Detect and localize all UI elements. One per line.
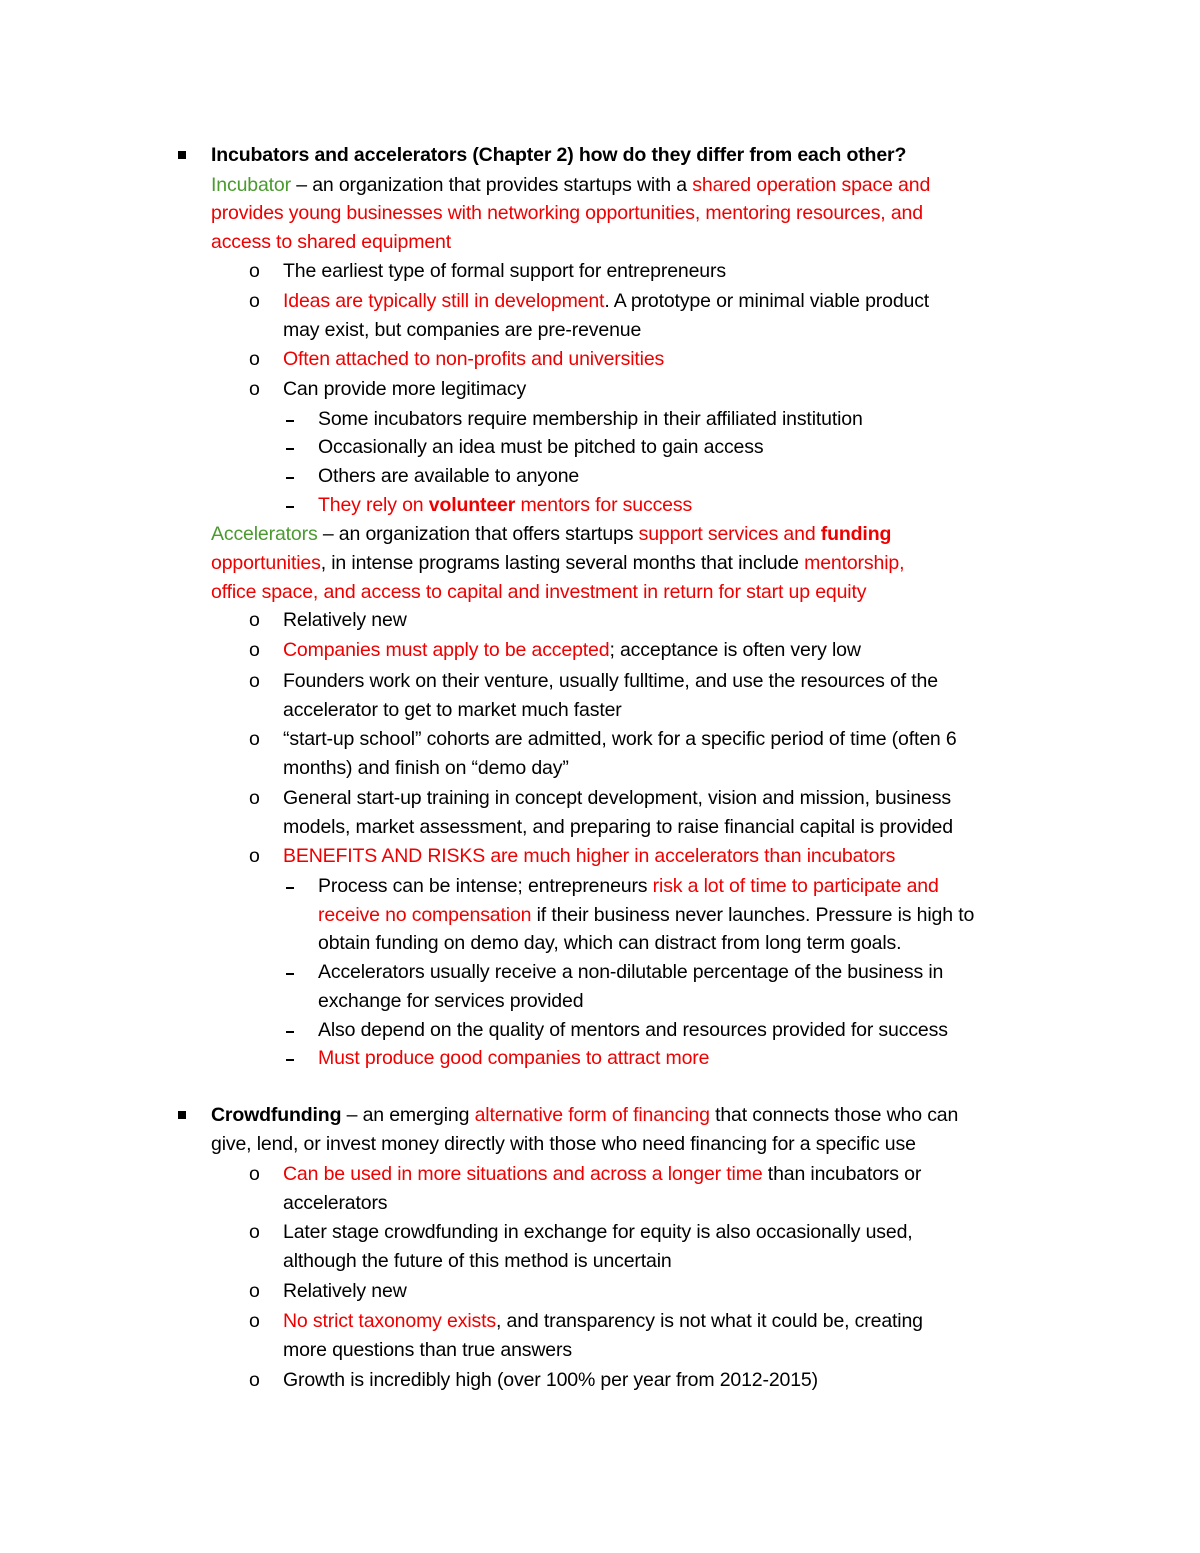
bullet-marker: o (249, 290, 260, 312)
crowdfunding-item-5: Growth is incredibly high (over 100% per year from 2012-2015) (283, 1369, 818, 1391)
accelerator-definition-line-3: office space, and access to capital and investment in return for start up equity (211, 581, 867, 603)
accelerator-subitem-1-cont: receive no compensation if their business never launches. Pressure is high to (318, 904, 975, 926)
dash-bullet-icon (286, 506, 294, 508)
incubator-subitem-2: Occasionally an idea must be pitched to gain access (318, 436, 764, 458)
accelerator-item-1: Relatively new (283, 609, 407, 631)
crowdfunding-item-2: Later stage crowdfunding in exchange for equity is also occasionally used, (283, 1221, 913, 1243)
bullet-marker: o (249, 845, 260, 867)
incubator-item-2: Ideas are typically still in development. A prototype or minimal viable product (283, 290, 930, 312)
incubator-item-3: Often attached to non-profits and universities (283, 348, 665, 370)
crowdfunding-item-1-cont: accelerators (283, 1192, 388, 1214)
accelerator-item-2: Companies must apply to be accepted; acceptance is often very low (283, 639, 861, 661)
incubator-definition-line-2: provides young businesses with networking opportunities, mentoring resources, and (211, 202, 923, 224)
crowdfunding-item-2-cont: although the future of this method is uncertain (283, 1250, 672, 1272)
dash-bullet-icon (286, 1059, 294, 1061)
accelerator-item-6: BENEFITS AND RISKS are much higher in accelerators than incubators (283, 845, 896, 867)
bullet-marker: o (249, 1221, 260, 1243)
incubator-subitem-3: Others are available to anyone (318, 465, 580, 487)
bullet-marker: o (249, 1310, 260, 1332)
accelerator-subitem-1-cont2: obtain funding on demo day, which can distract from long term goals. (318, 932, 902, 954)
dash-bullet-icon (286, 1031, 294, 1033)
incubator-item-1: The earliest type of formal support for entrepreneurs (283, 260, 726, 282)
dash-bullet-icon (286, 477, 294, 479)
accelerator-subitem-4: Must produce good companies to attract more (318, 1047, 710, 1069)
crowdfunding-item-4: No strict taxonomy exists, and transparency is not what it could be, creating (283, 1310, 923, 1332)
crowdfunding-item-4-cont: more questions than true answers (283, 1339, 572, 1361)
accelerator-subitem-2: Accelerators usually receive a non-dilutable percentage of the business in (318, 961, 944, 983)
bullet-marker: o (249, 1280, 260, 1302)
bullet-marker: o (249, 260, 260, 282)
square-bullet-icon (178, 1111, 186, 1119)
crowdfunding-definition-line-1: Crowdfunding – an emerging alternative form of financing that connects those who can (211, 1104, 959, 1126)
accelerator-subitem-1: Process can be intense; entrepreneurs risk a lot of time to participate and (318, 875, 939, 897)
accelerator-definition-line-1: Accelerators – an organization that offers startups support services and funding (211, 523, 892, 545)
accelerator-item-5-cont: models, market assessment, and preparing to raise financial capital is provided (283, 816, 953, 838)
incubator-definition-line-3: access to shared equipment (211, 231, 451, 253)
accelerator-item-5: General start-up training in concept development, vision and mission, business (283, 787, 951, 809)
incubator-term: Incubator (211, 174, 291, 196)
bullet-marker: o (249, 378, 260, 400)
incubator-item-4: Can provide more legitimacy (283, 378, 527, 400)
bullet-marker: o (249, 787, 260, 809)
bullet-marker: o (249, 639, 260, 661)
bullet-marker: o (249, 1369, 260, 1391)
crowdfunding-term: Crowdfunding (211, 1104, 342, 1126)
dash-bullet-icon (286, 887, 294, 889)
accelerator-item-4: “start-up school” cohorts are admitted, work for a specific period of time (often 6 (283, 728, 957, 750)
bullet-marker: o (249, 348, 260, 370)
incubator-definition-line-1: Incubator – an organization that provides startups with a shared operation space and (211, 174, 931, 196)
incubator-subitem-4: They rely on volunteer mentors for success (318, 494, 693, 516)
bullet-marker: o (249, 728, 260, 750)
bullet-marker: o (249, 670, 260, 692)
accelerator-definition-line-2: opportunities, in intense programs lasting several months that include mentorship, (211, 552, 905, 574)
incubator-subitem-1: Some incubators require membership in their affiliated institution (318, 408, 863, 430)
bullet-marker: o (249, 609, 260, 631)
accelerator-item-3: Founders work on their venture, usually fulltime, and use the resources of the (283, 670, 938, 692)
section-heading-incubators: Incubators and accelerators (Chapter 2) how do they differ from each other? (211, 144, 907, 166)
crowdfunding-item-1: Can be used in more situations and across a longer time than incubators or (283, 1163, 922, 1185)
dash-bullet-icon (286, 420, 294, 422)
crowdfunding-item-3: Relatively new (283, 1280, 407, 1302)
dash-bullet-icon (286, 448, 294, 450)
square-bullet-icon (178, 151, 186, 159)
crowdfunding-definition-line-2: give, lend, or invest money directly with those who need financing for a specific use (211, 1133, 916, 1155)
accelerator-term: Accelerators (211, 523, 318, 545)
accelerator-item-3-cont: accelerator to get to market much faster (283, 699, 622, 721)
dash-bullet-icon (286, 973, 294, 975)
accelerator-subitem-2-cont: exchange for services provided (318, 990, 584, 1012)
incubator-item-2-cont: may exist, but companies are pre-revenue (283, 319, 642, 341)
bullet-marker: o (249, 1163, 260, 1185)
accelerator-item-4-cont: months) and finish on “demo day” (283, 757, 569, 779)
accelerator-subitem-3: Also depend on the quality of mentors and resources provided for success (318, 1019, 948, 1041)
